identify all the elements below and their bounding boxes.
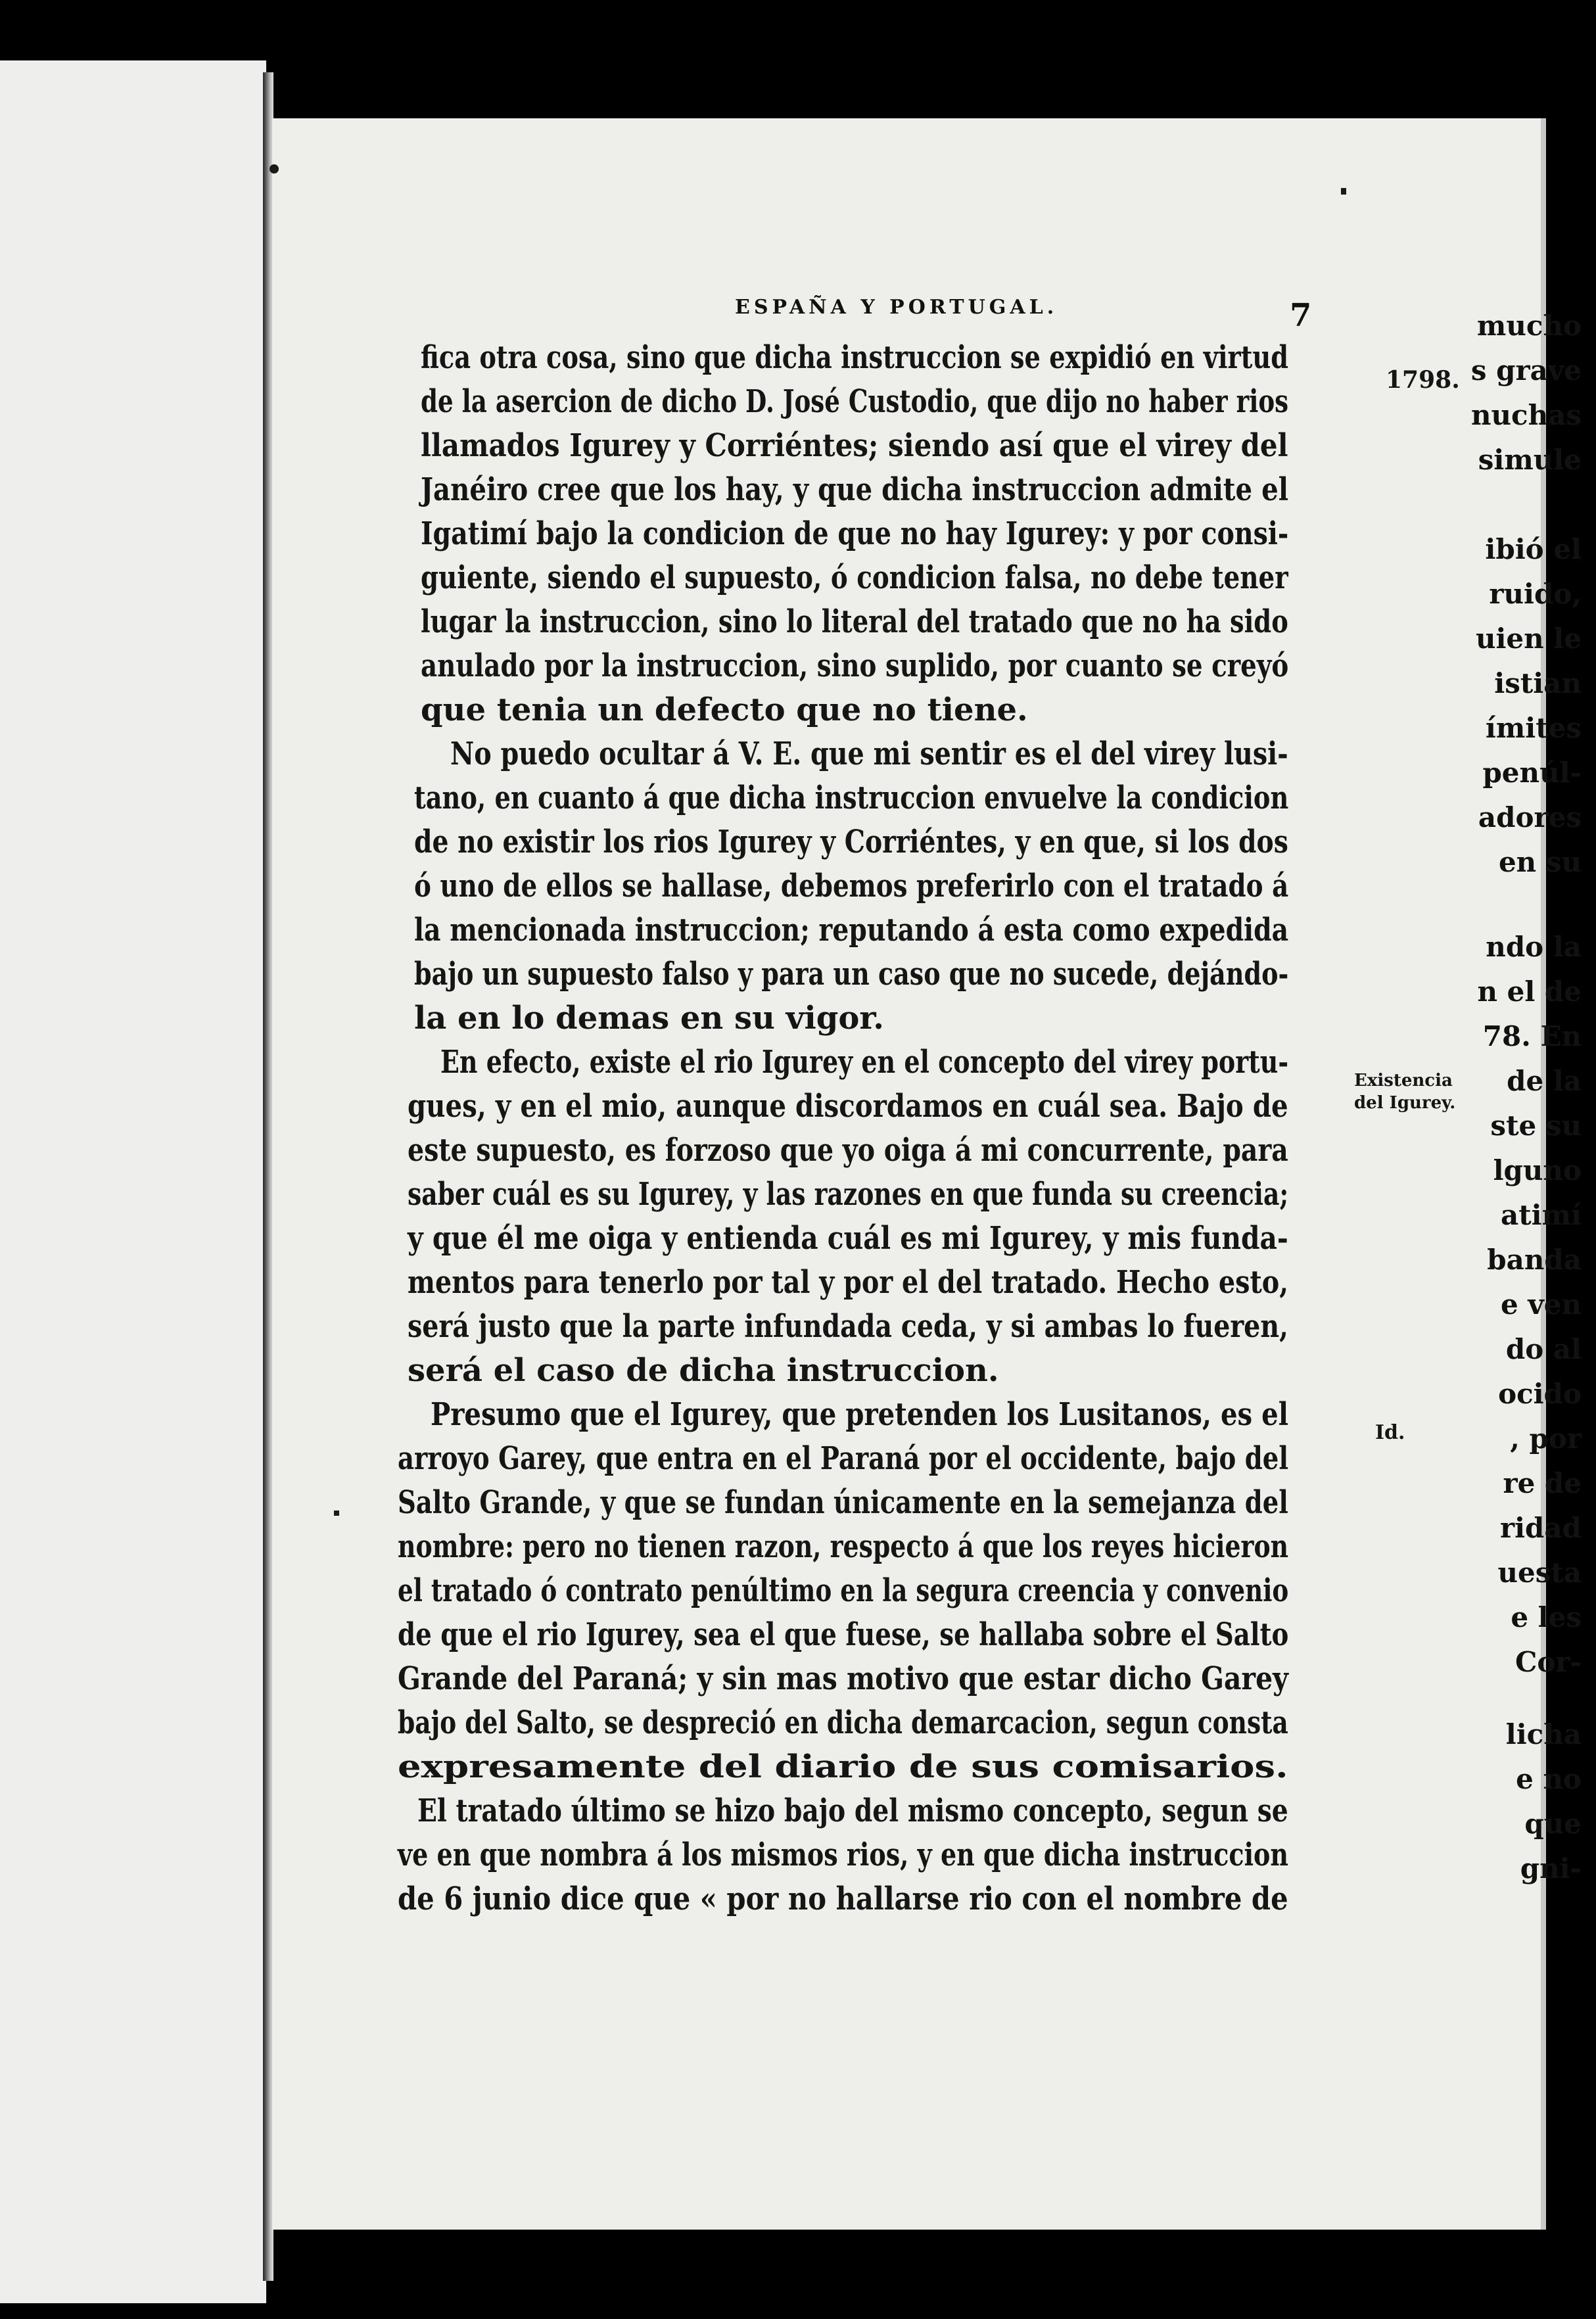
- body-line: Grande del Paraná; y sin mas motivo que estar dicho Garey: [398, 1660, 1288, 1697]
- body-line: la en lo demas en su vigor.: [414, 1000, 884, 1037]
- left-page-line: istian: [1494, 667, 1582, 699]
- body-line: Igatimí bajo la condicion de que no hay Igurey: y por consi-: [421, 515, 1289, 552]
- body-line: expresamente del diario de sus comisarios.: [398, 1748, 1288, 1785]
- left-page-line: do al: [1505, 1333, 1582, 1365]
- left-page-line: simule: [1478, 444, 1582, 476]
- left-page-line: uesta: [1497, 1557, 1582, 1589]
- left-page-line: gni-: [1520, 1852, 1582, 1885]
- left-page-line: ridad: [1499, 1512, 1582, 1544]
- left-page-line: e les: [1511, 1601, 1582, 1633]
- body-line: y que él me oiga y entienda cuál es mi Igurey, y mis funda-: [408, 1220, 1288, 1257]
- left-page-line: s grave: [1470, 354, 1582, 386]
- body-line: el tratado ó contrato penúltimo en la segura creencia y convenio: [398, 1572, 1289, 1609]
- left-page-line: atimí: [1501, 1199, 1582, 1231]
- body-line: de que el rio Igurey, sea el que fuese, se hallaba sobre el Salto: [398, 1616, 1289, 1653]
- body-line: la mencionada instruccion; reputando á esta como expedida: [414, 912, 1289, 949]
- left-page-line: e no: [1516, 1763, 1582, 1795]
- left-page-line: penúl-: [1482, 757, 1582, 789]
- body-line: El tratado último se hizo bajo del mismo concepto, segun se: [417, 1792, 1288, 1829]
- body-line: saber cuál es su Igurey, y las razones en que funda su creencia;: [408, 1176, 1289, 1213]
- left-page-line: , por: [1510, 1422, 1582, 1455]
- left-page-line: banda: [1487, 1244, 1582, 1276]
- margin-year: 1798.: [1386, 366, 1460, 394]
- margin-note-line: del Igurey.: [1354, 1092, 1456, 1113]
- body-line: será el caso de dicha instruccion.: [408, 1352, 999, 1389]
- scan-dot: [1341, 188, 1346, 195]
- left-page-line: de la: [1507, 1065, 1582, 1097]
- running-header: ESPAÑA Y PORTUGAL.: [735, 296, 1058, 319]
- page-number: 7: [1290, 297, 1312, 334]
- scan-dot: [270, 164, 279, 174]
- left-page-line: licha: [1505, 1718, 1582, 1750]
- body-line: Salto Grande, y que se fundan únicamente en la semejanza del: [398, 1484, 1288, 1521]
- left-page-line: re de: [1503, 1467, 1582, 1499]
- body-line: tano, en cuanto á que dicha instruccion envuelve la condicion: [414, 780, 1289, 816]
- body-line: gues, y en el mio, aunque discordamos en cuál sea. Bajo de: [408, 1088, 1288, 1125]
- left-page-line: lguno: [1493, 1154, 1582, 1186]
- body-line: será justo que la parte infundada ceda, y si ambas lo fueren,: [408, 1308, 1288, 1345]
- body-line: Janéiro cree que los hay, y que dicha instruccion admite el: [421, 471, 1288, 508]
- margin-note-id: Id.: [1375, 1421, 1405, 1444]
- body-line: arroyo Garey, que entra en el Paraná por el occidente, bajo del: [398, 1440, 1289, 1477]
- body-line: En efecto, existe el rio Igurey en el concepto del virey portu-: [440, 1044, 1289, 1081]
- left-page-line: que: [1524, 1808, 1582, 1840]
- left-page: [0, 60, 266, 2303]
- left-page-line: nuchas: [1470, 399, 1582, 431]
- left-page-line: e ven: [1500, 1288, 1582, 1321]
- body-line: fica otra cosa, sino que dicha instruccion se expidió en virtud: [421, 339, 1289, 376]
- left-page-line: adores: [1478, 801, 1582, 833]
- left-page-line: mucho: [1476, 310, 1582, 342]
- body-line: anulado por la instruccion, sino suplido, por cuanto se creyó: [421, 647, 1289, 684]
- body-line: bajo un supuesto falso y para un caso que no sucede, dejándo-: [414, 956, 1289, 993]
- left-page-line: n el de: [1477, 975, 1582, 1008]
- left-page-line: ndo la: [1486, 931, 1582, 963]
- body-line: que tenia un defecto que no tiene.: [421, 691, 1028, 728]
- body-line: Presumo que el Igurey, que pretenden los Lusitanos, es el: [431, 1396, 1289, 1433]
- left-page-line: ruido,: [1489, 578, 1582, 610]
- body-line: ó uno de ellos se hallase, debemos preferirlo con el tratado á: [414, 868, 1289, 904]
- body-line: No puedo ocultar á V. E. que mi sentir es el del virey lusi-: [450, 736, 1288, 772]
- left-page-line: 78. En: [1482, 1020, 1582, 1052]
- body-line: de 6 junio dice que « por no hallarse rio con el nombre de: [398, 1881, 1288, 1917]
- left-page-line: uien le: [1475, 622, 1582, 655]
- body-line: bajo del Salto, se despreció en dicha demarcacion, segun consta: [398, 1704, 1288, 1741]
- body-line: mentos para tenerlo por tal y por el del tratado. Hecho esto,: [408, 1264, 1289, 1301]
- left-page-line: en su: [1498, 846, 1582, 878]
- left-page-line: ocido: [1498, 1378, 1582, 1410]
- body-line: guiente, siendo el supuesto, ó condicion falsa, no debe tener: [421, 559, 1288, 596]
- left-page-line: Cor-: [1514, 1646, 1582, 1678]
- body-line: llamados Igurey y Corriéntes; siendo así que el virey del: [421, 427, 1288, 464]
- body-line: de no existir los rios Igurey y Corriéntes, y en que, si los dos: [414, 824, 1288, 860]
- left-page-line: ste su: [1490, 1110, 1582, 1142]
- body-line: de la asercion de dicho D. José Custodio, que dijo no haber rios: [421, 383, 1289, 420]
- body-line: lugar la instruccion, sino lo literal del tratado que no ha sido: [421, 603, 1288, 640]
- left-page-line: ímites: [1485, 712, 1582, 744]
- body-line: nombre: pero no tienen razon, respecto á que los reyes hicieron: [398, 1528, 1289, 1565]
- margin-note-line: Existencia: [1354, 1071, 1453, 1090]
- scan-dot: [334, 1511, 339, 1516]
- body-line: ve en que nombra á los mismos rios, y en que dicha instruccion: [398, 1837, 1289, 1873]
- margin-note-existencia: [1354, 1070, 1455, 1115]
- left-page-line: ibió el: [1485, 533, 1582, 565]
- body-line: este supuesto, es forzoso que yo oiga á mi concurrente, para: [408, 1132, 1288, 1169]
